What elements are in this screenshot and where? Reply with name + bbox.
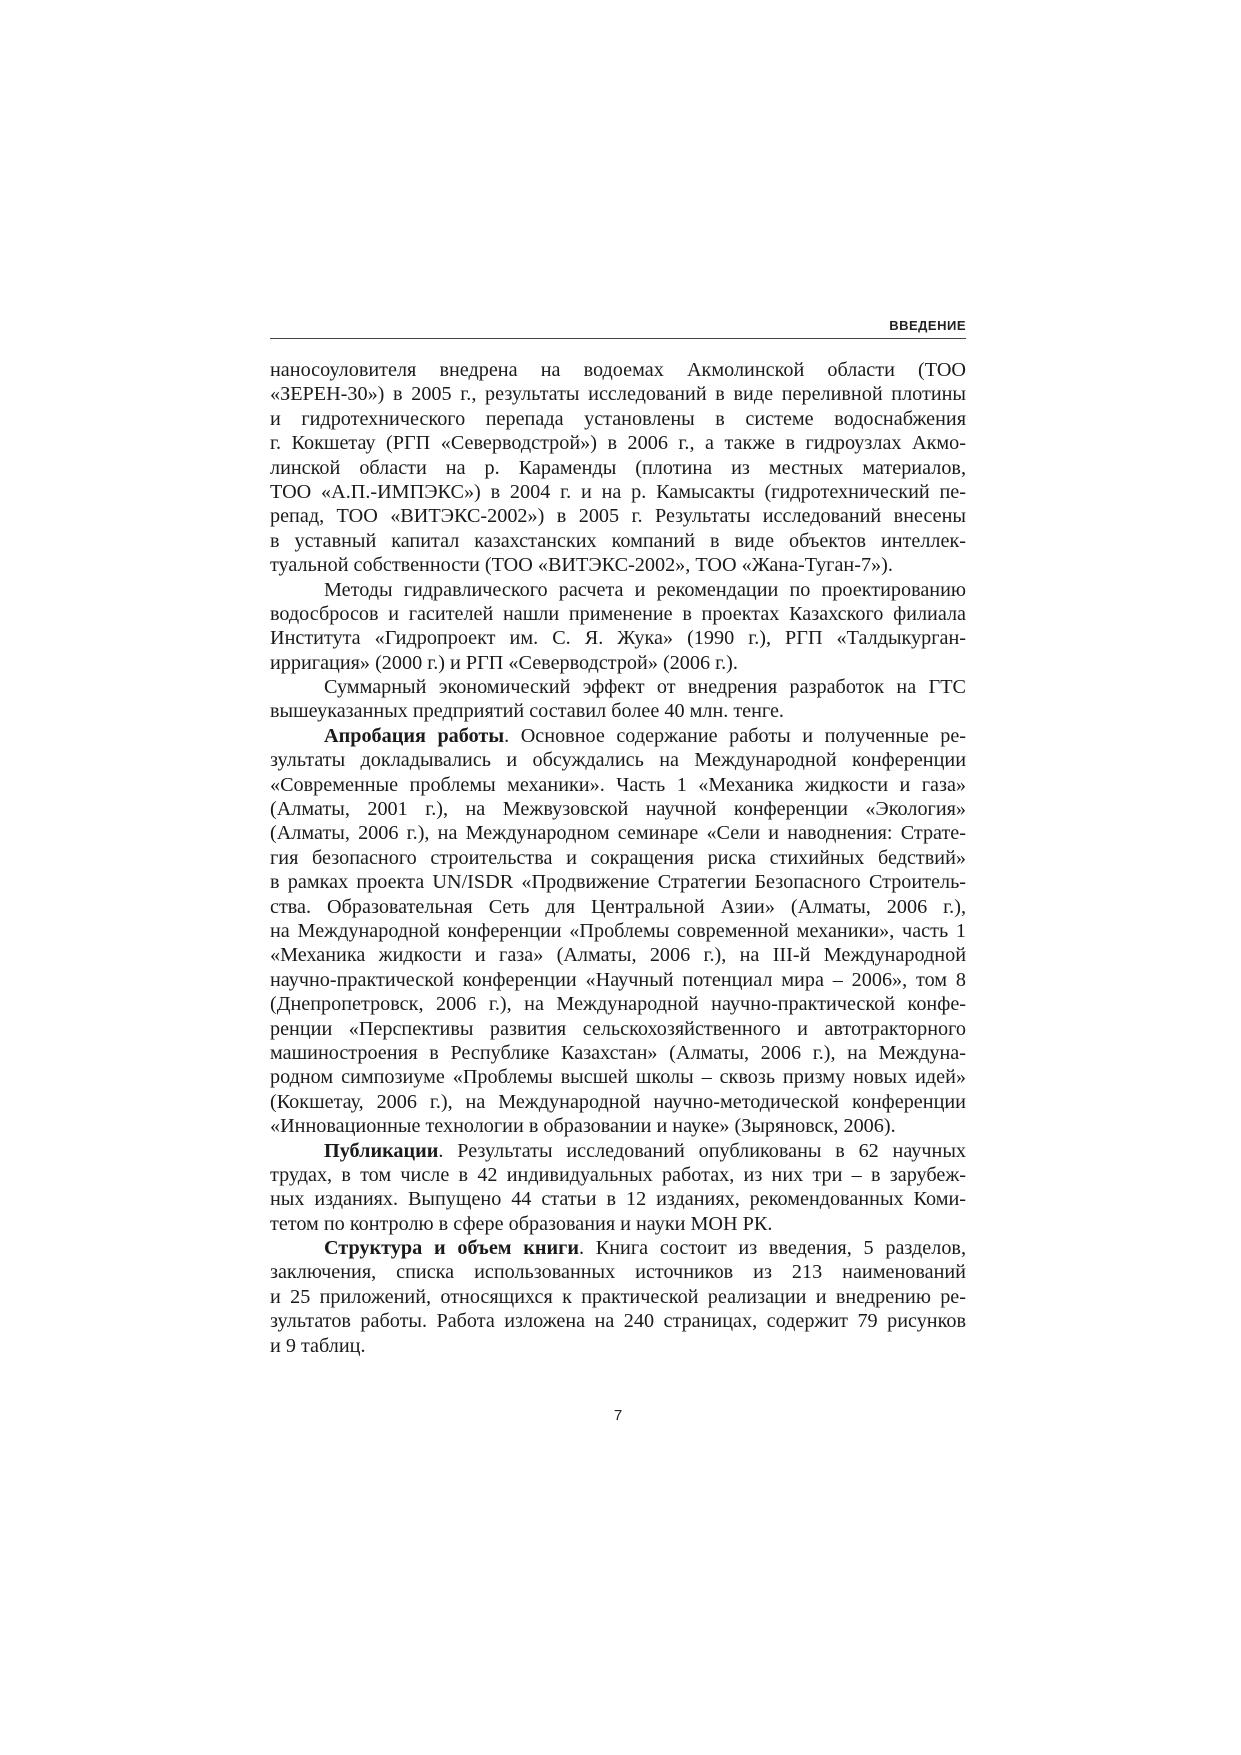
- paragraph-heading: Структура и объем книги: [324, 1237, 579, 1260]
- paragraph-implementation: [270, 358, 966, 578]
- text-line: (Алматы, 2001 г.), на Межвузовской научной конференции «Экология»: [270, 798, 966, 821]
- text-line: Института «Гидропроект им. С. Я. Жука» (1990 г.), РГП «Талдыкурган-: [270, 627, 966, 650]
- text-line: в уставный капитал казахстанских компаний в виде объектов интеллек-: [270, 529, 966, 552]
- body-text: [270, 358, 966, 1358]
- text-line: и 9 таблиц.: [270, 1334, 366, 1357]
- text-line: ных изданиях. Выпущено 44 статьи в 12 изданиях, рекомендованных Коми-: [270, 1188, 966, 1211]
- text-line: «ЗЕРЕН-30») в 2005 г., результаты исследований в виде переливной плотины: [270, 383, 966, 406]
- text-line: «Инновационные технологии в образовании и науке» (Зыряновск, 2006).: [270, 1115, 896, 1138]
- text-run: . Книга состоит из введения, 5 разделов,: [578, 1237, 966, 1260]
- paragraph-publications: [270, 1139, 966, 1237]
- text-line: г. Кокшетау (РГП «Северводстрой») в 2006 г., а также в гидроузлах Акмо-: [270, 432, 966, 455]
- text-line: ства. Образовательная Сеть для Центральной Азии» (Алматы, 2006 г.),: [270, 895, 966, 918]
- paragraph-economic-effect: [270, 675, 966, 724]
- text-line: вышеуказанных предприятий составил более 40 млн. тенге.: [270, 700, 784, 723]
- paragraph-methods: [270, 578, 966, 676]
- text-line: тетом по контролю в сфере образования и науки МОН РК.: [270, 1212, 773, 1235]
- text-line: (Алматы, 2006 г.), на Международном семинаре «Сели и наводнения: Страте-: [270, 822, 966, 845]
- text-line: зультатов работы. Работа изложена на 240 страницах, содержит 79 рисунков: [270, 1310, 966, 1333]
- text-run: . Результаты исследований опубликованы в 62 научных: [438, 1139, 966, 1162]
- text-line: и 25 приложений, относящихся к практической реализации и внедрению ре-: [270, 1285, 966, 1308]
- running-header: ВВЕДЕНИЕ: [889, 318, 966, 333]
- text-line: зультаты докладывались и обсуждались на Международной конференции: [270, 749, 966, 772]
- paragraph-heading: Апробация работы: [324, 724, 505, 747]
- text-line: трудах, в том числе в 42 индивидуальных работах, из них три – в зарубеж-: [270, 1163, 966, 1186]
- header-rule: [270, 338, 966, 339]
- text-line: машиностроения в Республике Казахстан» (Алматы, 2006 г.), на Междуна-: [270, 1041, 966, 1064]
- text-line: гия безопасного строительства и сокращения риска стихийных бедствий»: [270, 846, 966, 869]
- text-line: «Современные проблемы механики». Часть 1 «Механика жидкости и газа»: [270, 773, 966, 796]
- text-line: [270, 1236, 966, 1260]
- text-line: в рамках проекта UN/ISDR «Продвижение Стратегии Безопасного Строитель-: [270, 871, 966, 894]
- text-line: на Международной конференции «Проблемы современной механики», часть 1: [270, 919, 966, 942]
- text-line: и гидротехнического перепада установлены в системе водоснабжения: [270, 407, 966, 430]
- text-line: ренции «Перспективы развития сельскохозяйственного и автотракторного: [270, 1017, 966, 1040]
- text-line: научно-практической конференции «Научный потенциал мира – 2006», том 8: [270, 968, 966, 991]
- text-line: наносоуловителя внедрена на водоемах Акмолинской области (ТОО: [270, 359, 966, 381]
- text-line: туальной собственности (ТОО «ВИТЭКС-2002», ТОО «Жана-Туган-7»).: [270, 554, 893, 577]
- text-line: заключения, списка использованных источников из 213 наименований: [270, 1261, 966, 1284]
- text-line: репад, ТОО «ВИТЭКС-2002») в 2005 г. Результаты исследований внесены: [270, 505, 966, 528]
- text-line: ирригация» (2000 г.) и РГП «Северводстрой» (2006 г.).: [270, 651, 738, 674]
- text-line: [270, 724, 966, 748]
- text-line: Методы гидравлического расчета и рекомендации по проектированию: [324, 578, 966, 601]
- page-number: 7: [613, 1407, 623, 1424]
- text-line: родном симпозиуме «Проблемы высшей школы – сквозь призму новых идей»: [270, 1066, 966, 1089]
- text-line: ТОО «А.П.-ИМПЭКС») в 2004 г. и на р. Камысакты (гидротехнический пе-: [270, 480, 966, 503]
- paragraph-approbation: [270, 724, 966, 1139]
- text-line: [270, 1139, 966, 1163]
- text-line: линской области на р. Караменды (плотина из местных материалов,: [270, 456, 966, 479]
- text-line: (Днепропетровск, 2006 г.), на Международной научно-практической конфе-: [270, 993, 966, 1016]
- text-line: водосбросов и гасителей нашли применение в проектах Казахского филиала: [270, 602, 966, 625]
- text-line: «Механика жидкости и газа» (Алматы, 2006 г.), на III-й Международной: [270, 944, 966, 967]
- text-run: . Основное содержание работы и полученные ре-: [504, 724, 966, 747]
- paragraph-heading: Публикации: [324, 1139, 439, 1162]
- text-line: (Кокшетау, 2006 г.), на Международной научно-методической конференции: [270, 1090, 966, 1113]
- text-line: Суммарный экономический эффект от внедрения разработок на ГТС: [324, 676, 966, 699]
- paragraph-structure: [270, 1236, 966, 1358]
